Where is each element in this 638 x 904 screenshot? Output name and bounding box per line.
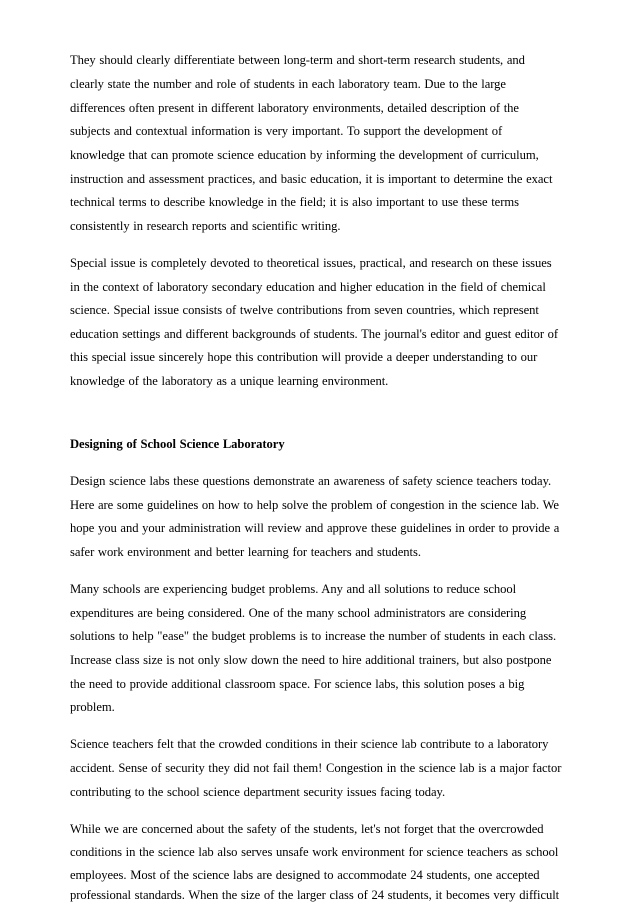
- text-line: differences often present in different laboratory environments, detailed description of the: [70, 101, 519, 115]
- text-line: problem.: [70, 700, 115, 714]
- text-line: professional standards. When the size of the larger class of 24 students, it becomes very difficult: [70, 888, 560, 902]
- text-line: employees. Most of the science labs are designed to accommodate 24 students, one accepted: [70, 868, 540, 882]
- text-line: While we are concerned about the safety of the students, let's not forget that the overcrowded: [70, 822, 544, 836]
- text-line: solutions to help "ease" the budget problems is to increase the number of students in each class.: [70, 629, 557, 643]
- text-line: Special issue is completely devoted to theoretical issues, practical, and research on these issues: [70, 256, 552, 270]
- section-heading: Designing of School Science Laboratory: [70, 437, 285, 451]
- text-line: this special issue sincerely hope this contribution will provide a deeper understanding to our: [70, 350, 538, 364]
- text-line: Science teachers felt that the crowded conditions in their science lab contribute to a laboratory: [70, 737, 549, 751]
- text-line: clearly state the number and role of students in each laboratory team. Due to the large: [70, 77, 506, 91]
- text-line: knowledge of the laboratory as a unique learning environment.: [70, 374, 389, 388]
- text-line: Design science labs these questions demonstrate an awareness of safety science teachers today.: [70, 474, 552, 488]
- text-line: the need to provide additional classroom space. For science labs, this solution poses a big: [70, 677, 525, 691]
- text-line: Increase class size is not only slow down the need to hire additional trainers, but also postpone: [70, 653, 552, 667]
- text-line: safer work environment and better learning for teachers and students.: [70, 545, 421, 559]
- text-line: accident. Sense of security they did not fail them! Congestion in the science lab is a major factor: [70, 761, 562, 775]
- text-line: They should clearly differentiate between long-term and short-term research students, and: [70, 53, 525, 67]
- text-line: Here are some guidelines on how to help solve the problem of congestion in the science lab. We: [70, 498, 559, 512]
- text-line: expenditures are being considered. One of the many school administrators are considering: [70, 606, 527, 620]
- text-line: instruction and assessment practices, and basic education, it is important to determine the exact: [70, 172, 553, 186]
- text-line: contributing to the school science department security issues facing today.: [70, 785, 446, 799]
- text-line: technical terms to describe knowledge in the field; it is also important to use these terms: [70, 195, 519, 209]
- text-line: science. Special issue consists of twelve contributions from seven countries, which represent: [70, 303, 539, 317]
- text-line: education settings and different backgrounds of students. The journal's editor and guest editor of: [70, 327, 559, 341]
- text-line: Many schools are experiencing budget problems. Any and all solutions to reduce school: [70, 582, 517, 596]
- text-line: in the context of laboratory secondary education and higher education in the field of chemical: [70, 280, 546, 294]
- text-line: knowledge that can promote science education by informing the development of curriculum,: [70, 148, 539, 162]
- text-line: subjects and contextual information is very important. To support the development of: [70, 124, 503, 138]
- text-line: hope you and your administration will review and approve these guidelines in order to provide a: [70, 521, 560, 535]
- text-line: conditions in the science lab also serves unsafe work environment for science teachers as school: [70, 845, 559, 859]
- text-line: consistently in research reports and scientific writing.: [70, 219, 341, 233]
